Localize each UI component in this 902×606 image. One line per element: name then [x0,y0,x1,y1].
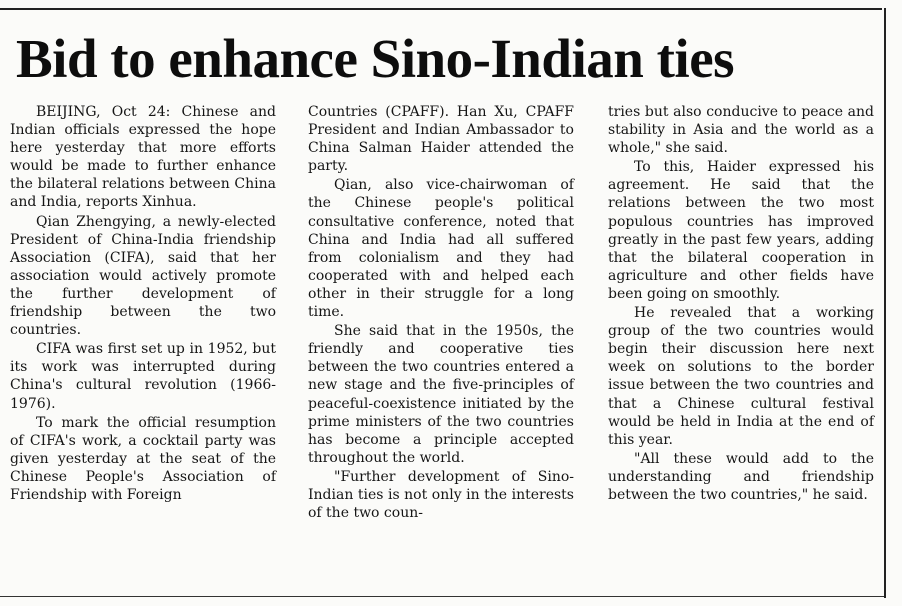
article-column-2 [308,103,574,522]
column-3-paragraph-3: He revealed that a working group of the two countries would begin their discussion here next week on solutions to the border issue between the two countries and that a Chinese cultural festival would be held in India at the end of this year. [608,305,874,448]
column-1-paragraph-3: CIFA was first set up in 1952, but its work was interrupted during China's cultural revolution (1966-1976). [10,341,276,412]
column-3-paragraph-4: "All these would add to the understanding and friendship between the two countries," he said. [608,450,874,503]
column-3-paragraph-1: tries but also conducive to peace and stability in Asia and the world as a whole," she said. [608,104,874,157]
article-column-3 [608,103,874,504]
column-2-paragraph-4: "Further development of Sino-Indian ties is not only in the interests of the two coun- [308,468,574,522]
column-2-paragraph-1: Countries (CPAFF). Han Xu, CPAFF President and Indian Ambassador to China Salman Haider attended the party. [308,104,574,175]
bottom-border-rule [0,596,884,597]
column-1-paragraph-1: BEIJING, Oct 24: Chinese and Indian officials expressed the hope here yesterday that more efforts would be made to further enhance the bilateral relations between China and India, reports Xinhua. [10,104,276,211]
column-3-paragraph-2: To this, Haider expressed his agreement. He said that the relations between the two most populous countries has improved greatly in the past few years, adding that the bilateral cooperation in agriculture and other fields have been going on smoothly. [608,159,874,302]
top-border-rule [0,8,882,10]
column-2-paragraph-3: She said that in the 1950s, the friendly and cooperative ties between the two countries entered a new stage and the five-principles of peaceful-coexistence initiated by the prime ministers of the two countries has become a principle accepted throughout the world. [308,323,574,466]
column-2-paragraph-2: Qian, also vice-chairwoman of the Chinese people's political consultative conference, noted that China and India had all suffered from colonialism and they had cooperated with and helped each other in their struggle for a long time. [308,177,574,321]
column-1-paragraph-4: To mark the official resumption of CIFA's work, a cocktail party was given yesterday at the seat of the Chinese People's Association of Friendship with Foreign [10,414,276,503]
article-column-1 [10,103,276,504]
headline: Bid to enhance Sino-Indian ties [16,28,735,89]
right-border-rule [884,8,886,598]
column-1-paragraph-2: Qian Zhengying, a newly-elected President of China-India friendship Association (CIFA), said that her association would actively promote the further development of friendship between the two countries. [10,213,276,339]
